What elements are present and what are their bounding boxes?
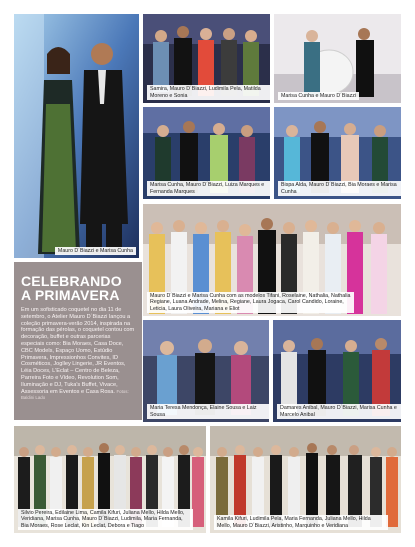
- photo-group-four-a: [143, 107, 270, 199]
- photo-large-group-b: [210, 426, 401, 533]
- article-body-text: Em um sofisticado coquetel no dia 11 de setembro, o Atelier Mauro D´Biazzi lançou a coleção primavera-verão 2014, inspirada na formação das pérolas, o coquetel contou com decoração, buffet e outras parcerias especiais como: Bia Moraes, Casa Doce, CBC Models, Espaço Uomo, Estúdio Primavera, Impressionhos Convites, ID Cosméticos, Joglley Lingerie, JR Eventos, Léia Doces, L'Eclat – Centro de Beleza, Parreira Foto e Vídeo, Revolution Som, Iluminação e DJ, Tuka's Buffet, Vivace, Assessoria em Eventos e Casa Rosa.: [21, 307, 135, 395]
- photo-caption: Kamila Kifuri, Ludimila Pela, Maria Fernanda, Juliana Mello, Hilda Mello, Mauro D´Biazzi, Aristinho, Marquinho e Veridiana: [214, 515, 388, 530]
- photo-caption: Mauro D´Biazzi e Marisa Cunha com as modelos Tifani, Roselaine, Nathalia, Nathalia Regiane, Luana Andrade, Melina, Regiane, Laura Jogaca, Carol Candido, Loraine, Leticia, Laura Oliveira, Mariana e Eliot: [147, 292, 354, 313]
- article-title: [21, 274, 135, 302]
- photo-group-four-c: [273, 320, 401, 422]
- photo-caption: Bispa Alda, Mauro D´Biazzi, Bia Moraes e Marisa Cunha: [278, 181, 401, 196]
- article-title-line1: CELEBRANDO: [21, 273, 122, 289]
- photo-caption: Silvio Pereira, Edilaine Lima, Camila Kifuri, Juliana Mello, Hilda Mello, Veridiana, Marisa Cunha, Mauro D´Biazzi, Ludimila, Maria Fernanda, Bia Moraes, Rose Leclat, Kin Leclat, Debora e Tiago: [18, 509, 193, 530]
- photo-group-five: [143, 14, 270, 103]
- article-intro-panel: [14, 262, 142, 420]
- photo-group-three: [143, 320, 269, 422]
- article-title-line2: A PRIMAVERA: [21, 287, 120, 303]
- photo-caption: Mauro D´Biazzi e Marisa Cunha: [55, 247, 136, 255]
- photo-caption: Marisa Cunha e Mauro D´Biazzi: [278, 92, 359, 100]
- photo-pearl-display: [274, 14, 401, 103]
- photo-large-group-a: [14, 426, 206, 533]
- photo-caption: Marisa Cunha, Mauro D´Biazzi, Luiza Marques e Fernanda Marques: [147, 181, 270, 196]
- article-body: [21, 307, 135, 402]
- photo-caption: Samira, Mauro D´Biazzi, Ludimila Pela, Matilda Moreno e Sonia: [147, 85, 270, 100]
- photo-caption: Maria Teresa Mendonça, Elaine Sousa e Laiz Sousa: [147, 404, 269, 419]
- photo-group-four-b: [274, 107, 401, 199]
- photo-models-group: [143, 204, 401, 316]
- photo-couple-portrait: [14, 14, 139, 258]
- photo-credit: Fotos: Baldini Lado: [21, 388, 129, 401]
- photo-caption: Damares Anibal, Mauro D´Biazzi, Marisa Cunha e Marcelo Anibal: [277, 404, 401, 419]
